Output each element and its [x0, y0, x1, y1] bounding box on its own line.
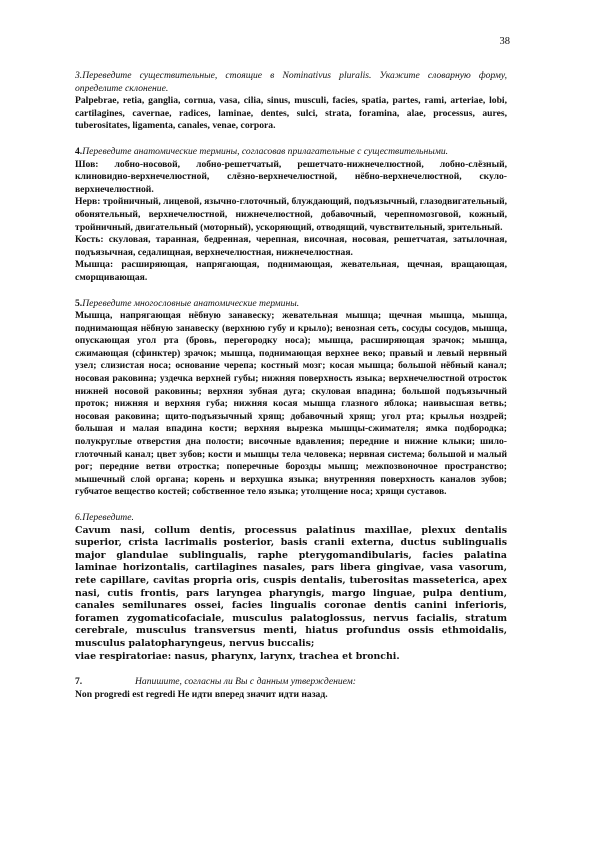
section-6-line-2: viae respiratoriae: nasus, pharynx, larynx, trachea et bronchi. — [75, 650, 400, 662]
section-4-instruction — [75, 146, 507, 159]
section-4-number: 4. — [75, 145, 83, 157]
section-4-item-muscle: Мышца: расширяющая, напрягающая, поднимающая, жевательная, щечная, вращающая, сморщивающая. — [75, 259, 507, 283]
section-4-instruction-text: Переведите анатомические термины, согласовав прилагательные с существительными. — [82, 145, 449, 157]
page-content — [75, 70, 507, 714]
section-4-item-bone: Кость: скуловая, таранная, бедренная, черепная, височная, носовая, решетчатая, затылочная, подъязычная, седалищная, верхнечелюстная, нижнечелюстная. — [75, 234, 507, 258]
section-7-text: Non progredi est regredi Не идти вперед значит идти назад. — [75, 688, 328, 700]
section-3 — [75, 70, 507, 133]
section-4-item-nerve: Нерв: тройничный, лицевой, язычно-глоточный, блуждающий, подъязычный, глазодвигательный, обонятельный, верхнечелюстной, нижнечелюстной, добавочный, черепномозговой, кожный, тройничный, двигательный (моторный), ускоряющий, отводящий, чувствительный, зрительный. — [75, 196, 507, 233]
section-6-text: Cavum nasi, collum dentis, processus palatinus maxillae, plexux dentalis superior, crista lacrimalis posterior, basis cranii externa, ductus sublingualis major glandulae sublingualis, raphe pterygomandibularis, facies palatina laminae horizontalis, cartilagines nasales, pars libera gingivae, vasa vasorum, rete capillare, cavitas propria oris, cuspis dentalis, tuberositas masseterica, apex nasi, cutis frontis, pars laryngea pharyngis, margo linguae, pulpa dentium, canales semilunares ossei, facies lingualis coronae dentis canini inferioris, foramen zygomaticofaciale, musculus palatoglossus, nervus facialis, stratum cerebrale, musculus transversus menti, hiatus profundus ossis ethmoidalis, musculus palatopharyngeus, nervus buccalis; — [75, 524, 507, 649]
section-6-instruction: 6.Переведите. — [75, 512, 134, 523]
section-4 — [75, 146, 507, 285]
section-4-item-suture: Шов: лобно-носовой, лобно-решетчатый, решетчато-нижнечелюстной, лобно-слёзный, клиновидно-верхнечелюстной, слёзно-верхнечелюстной, нёбно-верхнечелюстной, скуло-верхнечелюстной. — [75, 158, 507, 195]
section-3-text: Palpebrae, retia, ganglia, cornua, vasa, cilia, sinus, musculi, facies, spatia, partes, rami, arteriae, lobi, cartilagines, cavernae, radices, laminae, dentes, sulci, strata, foramina, alae, processus, aures, tuberositates, ligamenta, canales, venae, corpora. — [75, 95, 507, 132]
section-5-text: Мышца, напрягающая нёбную занавеску; жевательная мышца; щечная мышца, мышца, поднимающая нёбную занавеску (верхнюю губу и крыло); венозная сеть, сосуды сосудов, мышца, опускающая угол рта (бровь, перегородку носа); мышца, расширяющая зрачок; мышца, сжимающая (сфинктер) зрачок; мышца, поднимающая верхнее веко; правый и левый нервный узел; слизистая носа; основание черепа; костный мозг; косая мышца; большой нёбный канал; носовая раковина; уздечка верхней губы; нижняя поверхность языка; верхнечелюстной отросток нижней носовой раковины; верхняя зубная дуга; скуловая впадина; большой подъязычный проток; нижняя и верхняя губа; нижняя косая мышца глазного яблока; наивысшая ветвь; носовая раковина; щито-подъязычный хрящ; добавочный хрящ; угол рта; крылья ноздрей; большая и малая впадина кости; верхняя вырезка мышцы-сжимателя; ямка подбородка; полукруглые отверстия дна полости; височные вдавления; передние и нижние клыки; шило-глоточный канал; цвет зубов; кости и мышцы тела человека; нервная система; большой и малый рог; передние ветви отростка; поперечные борозды мышц; межпозвоночное пространство; мышечный слой органа; корень и верхушка языка; внутренняя поверхность каналов зубов; губчатое вещество костей; собственное тело языка; утолщение носа; хрящи суставов. — [75, 310, 507, 498]
section-7 — [75, 676, 507, 701]
section-6 — [75, 512, 507, 663]
page-number: 38 — [499, 36, 510, 47]
section-7-number: 7. — [75, 676, 83, 688]
section-7-instruction — [75, 676, 507, 689]
section-5-instruction-text: Переведите многословные анатомические термины. — [82, 297, 300, 309]
section-5-instruction — [75, 298, 507, 311]
section-7-instruction-text: Напишите, согласны ли Вы с данным утверждением: — [135, 676, 356, 688]
section-5-number: 5. — [75, 297, 83, 309]
section-5 — [75, 298, 507, 500]
section-3-instruction: 3.Переведите существительные, стоящие в Nominativus pluralis. Укажите словарную форму, определите склонение. — [75, 70, 507, 94]
